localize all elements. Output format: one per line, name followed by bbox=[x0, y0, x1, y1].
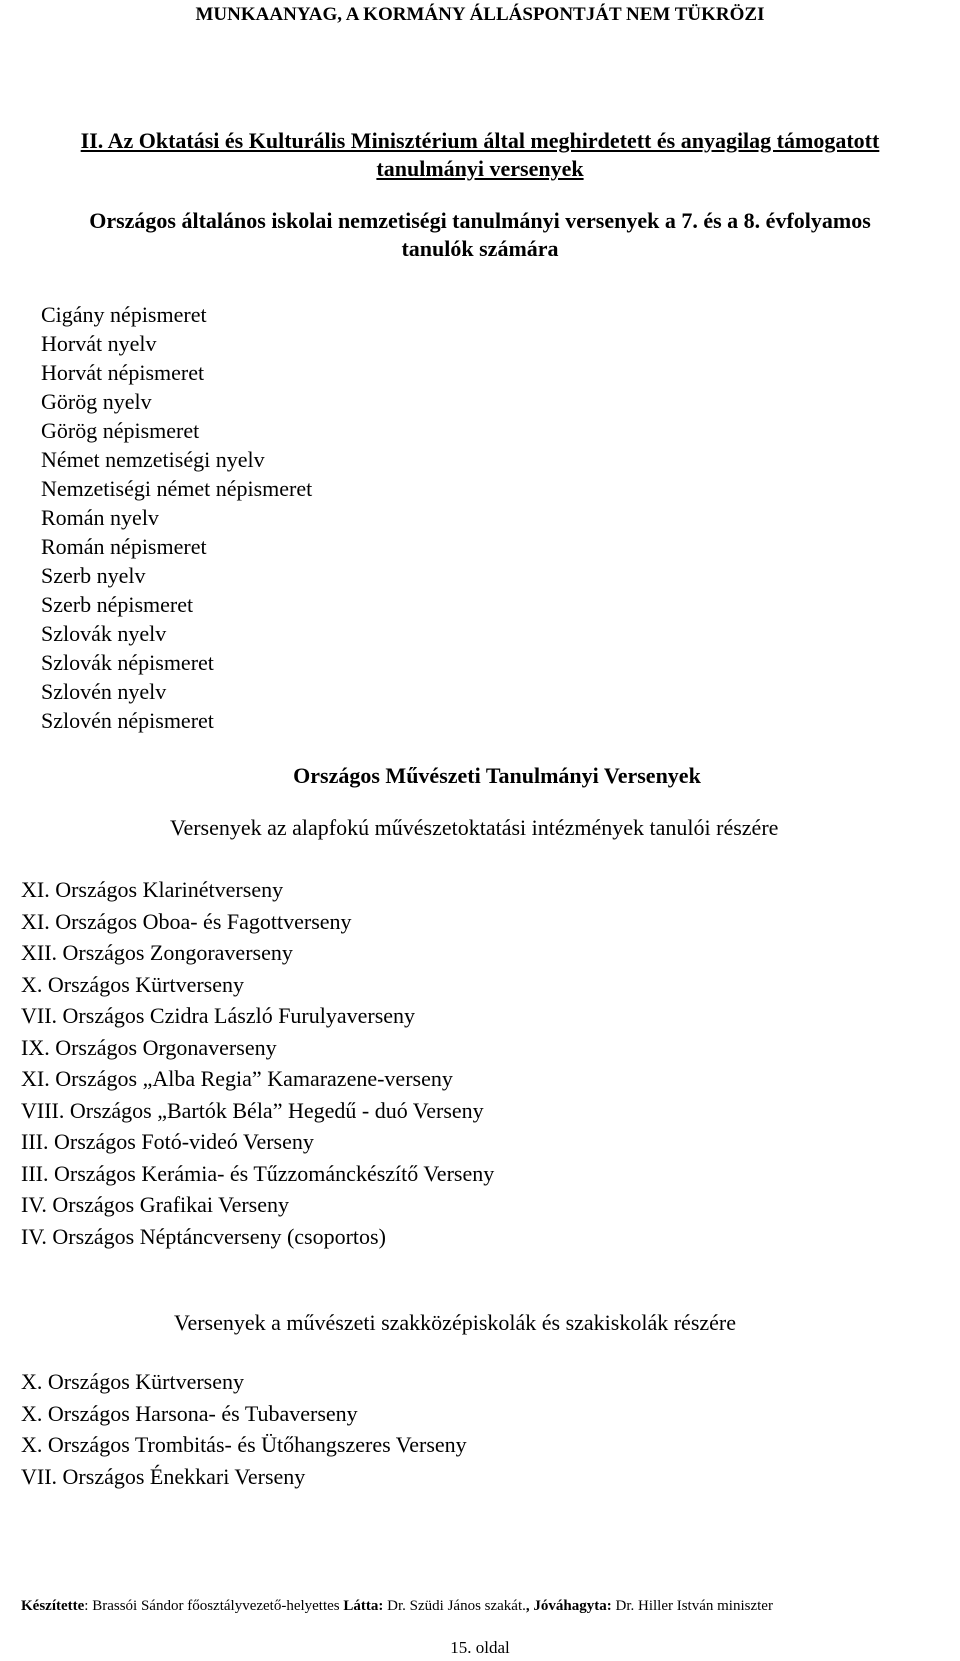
list-item: X. Országos Kürtverseny bbox=[21, 971, 244, 997]
section-title-line2: tanulmányi versenyek bbox=[376, 156, 584, 181]
list-item: Szerb népismeret bbox=[41, 592, 194, 617]
prepared-value: : Brassói Sándor főosztályvezető-helyettes bbox=[84, 1598, 344, 1614]
prepared-label: Készítette bbox=[21, 1598, 85, 1614]
list-item: IV. Országos Grafikai Verseny bbox=[21, 1192, 290, 1217]
seen-value: Dr. Szüdi János szakát. bbox=[383, 1598, 526, 1614]
list-item: X. Országos Kürtverseny bbox=[21, 1369, 244, 1394]
list-item: Horvát népismeret bbox=[41, 360, 205, 385]
list-item: III. Országos Kerámia- és Tűzzománckészítő Verseny bbox=[21, 1160, 495, 1186]
approved-value: Dr. Hiller István miniszter bbox=[611, 1598, 773, 1614]
page-header: MUNKAANYAG, A KORMÁNY ÁLLÁSPONTJÁT NEM TÜKRÖZI bbox=[195, 4, 765, 25]
list-item: Német nemzetiségi nyelv bbox=[41, 447, 265, 472]
list-item: Görög népismeret bbox=[41, 418, 200, 443]
vocational-art-competition-list bbox=[21, 1366, 467, 1492]
subtitle-line1: Országos általános iskolai nemzetiségi tanulmányi versenyek a 7. és a 8. évfolyamos bbox=[89, 208, 871, 233]
seen-label: Látta: bbox=[343, 1598, 384, 1614]
section-title-line1: II. Az Oktatási és Kulturális Minisztérium által meghirdetett és anyagilag támogatott bbox=[80, 128, 880, 153]
list-item: XI. Országos Oboa- és Fagottverseny bbox=[21, 908, 352, 934]
list-item: Szlovák nyelv bbox=[41, 621, 167, 646]
subtitle-line2: tanulók számára bbox=[401, 236, 559, 261]
page-number: 15. oldal bbox=[450, 1638, 510, 1657]
list-item: Horvát nyelv bbox=[41, 331, 157, 356]
footer-credits bbox=[21, 1598, 773, 1615]
list-item: Szlovén nyelv bbox=[41, 679, 167, 704]
basic-art-section-title: Versenyek az alapfokú művészetoktatási intézmények tanulói részére bbox=[170, 815, 779, 840]
list-item: Cigány népismeret bbox=[41, 302, 207, 327]
list-item: Szlovén népismeret bbox=[41, 708, 214, 733]
list-item: Szerb nyelv bbox=[41, 563, 146, 588]
list-item: XI. Országos „Alba Regia” Kamarazene-verseny bbox=[21, 1066, 453, 1091]
list-item: Román népismeret bbox=[41, 534, 207, 559]
list-item: X. Országos Trombitás- és Ütőhangszeres Verseny bbox=[21, 1432, 467, 1457]
vocational-art-section-title: Versenyek a művészeti szakközépiskolák és szakiskolák részére bbox=[174, 1310, 736, 1335]
list-item: Nemzetiségi német népismeret bbox=[41, 476, 313, 501]
list-item: Román nyelv bbox=[41, 505, 159, 530]
approved-label: , Jóváhagyta: bbox=[525, 1598, 612, 1614]
list-item: IX. Országos Orgonaverseny bbox=[21, 1034, 277, 1060]
list-item: X. Országos Harsona- és Tubaverseny bbox=[21, 1400, 358, 1426]
list-item: Szlovák népismeret bbox=[41, 650, 214, 675]
list-item: III. Országos Fotó-videó Verseny bbox=[21, 1129, 314, 1154]
list-item: VIII. Országos „Bartók Béla” Hegedű - duó Verseny bbox=[21, 1097, 484, 1123]
list-item: XII. Országos Zongoraverseny bbox=[21, 940, 293, 965]
nationality-competition-list bbox=[41, 300, 312, 735]
list-item: Görög nyelv bbox=[41, 389, 152, 414]
art-competitions-title: Országos Művészeti Tanulmányi Versenyek bbox=[293, 763, 701, 788]
basic-art-competition-list bbox=[21, 874, 494, 1252]
list-item: VII. Országos Czidra László Furulyaverseny bbox=[21, 1003, 416, 1028]
list-item: VII. Országos Énekkari Verseny bbox=[21, 1463, 306, 1489]
list-item: IV. Országos Néptáncverseny (csoportos) bbox=[21, 1223, 386, 1249]
list-item: XI. Országos Klarinétverseny bbox=[21, 877, 284, 902]
